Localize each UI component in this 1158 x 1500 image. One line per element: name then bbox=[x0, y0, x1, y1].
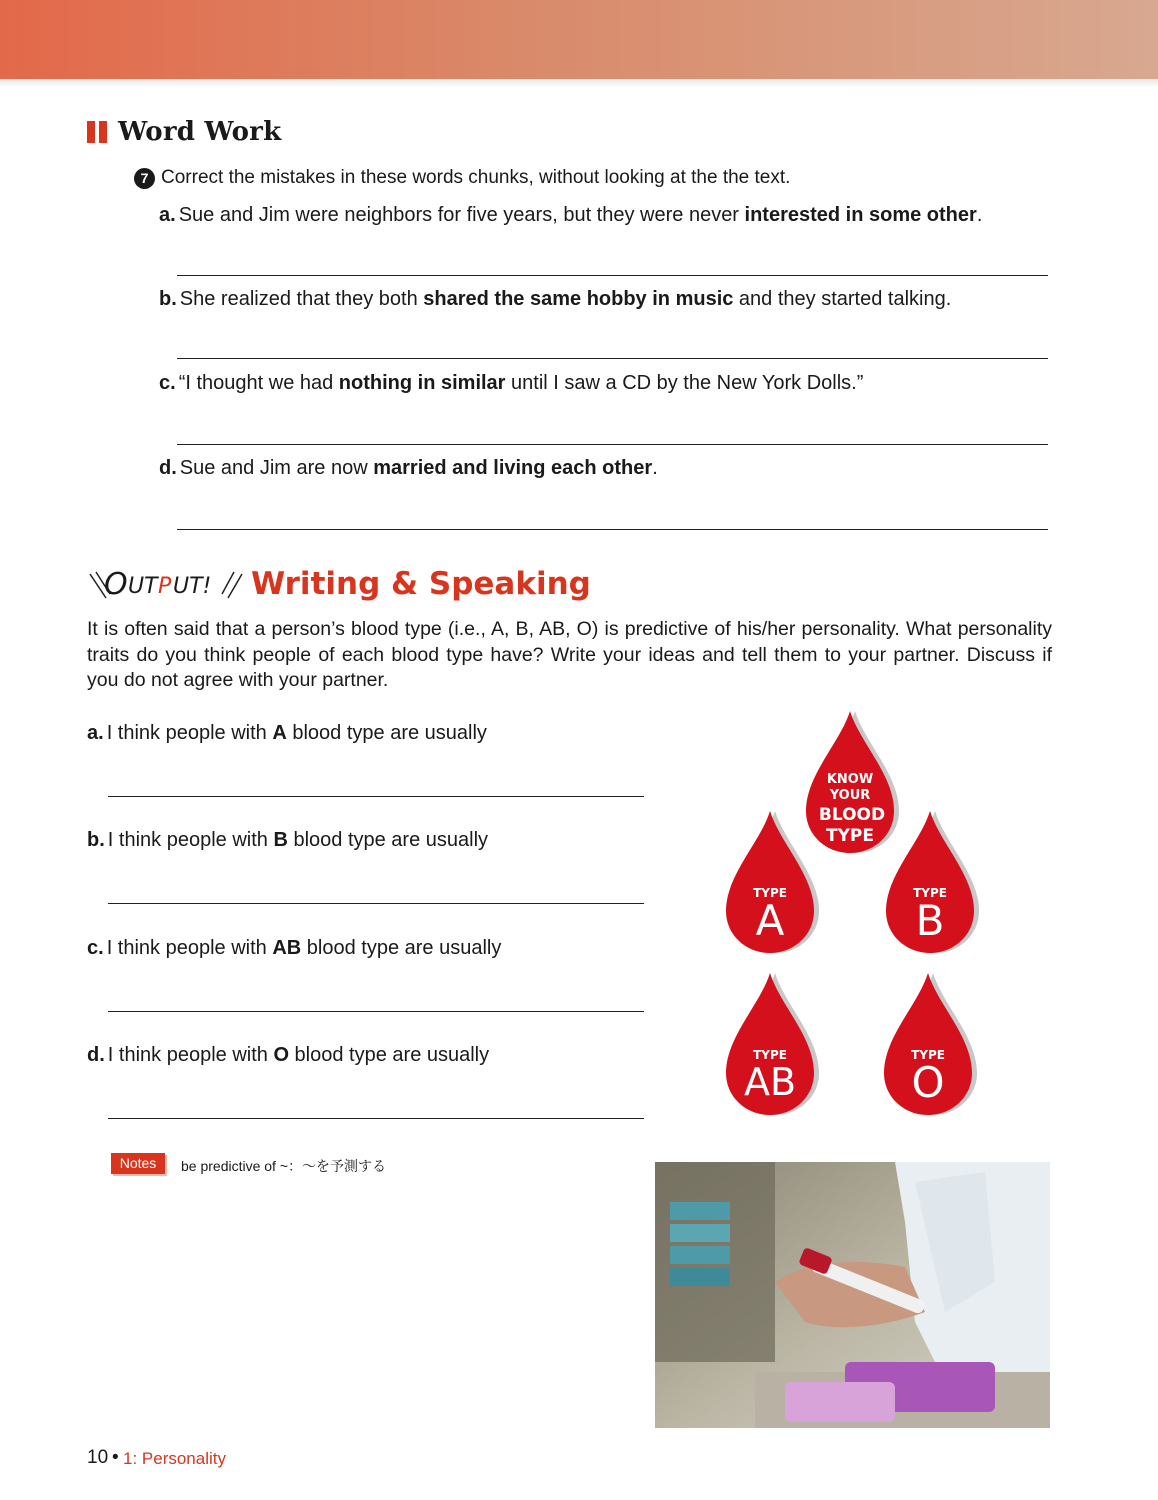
answer-line-b[interactable] bbox=[177, 358, 1048, 359]
notes-badge: Notes bbox=[111, 1153, 165, 1174]
notes-text: be predictive of ~：〜を予測する bbox=[181, 1158, 387, 1174]
blood-item-d: d. I think people with O blood type are usually bbox=[87, 1044, 490, 1066]
section-title-word-work: Word Work bbox=[118, 117, 282, 147]
chapter-label: 1: Personality bbox=[123, 1449, 226, 1468]
drop-title-line-3: BLOOD bbox=[818, 805, 886, 825]
footer-separator: • bbox=[112, 1447, 119, 1468]
section-marker-icon bbox=[87, 121, 109, 143]
word-work-item-a: a. Sue and Jim were neighbors for five years, but they were never interested in some other. bbox=[159, 204, 983, 226]
drop-title-line-2: YOUR bbox=[829, 788, 871, 803]
exercise-number-badge: 7 bbox=[134, 168, 155, 189]
instruction-text: Correct the mistakes in these words chunks, without looking at the the text. bbox=[161, 167, 791, 188]
lab-blood-sample-photo bbox=[655, 1162, 1050, 1428]
drop-o-letter: O bbox=[911, 1058, 945, 1107]
word-work-item-d: d. Sue and Jim are now married and living each other. bbox=[159, 457, 658, 479]
svg-text:P: P bbox=[158, 574, 172, 599]
blood-answer-line-a[interactable] bbox=[108, 796, 644, 797]
header-shadow bbox=[0, 79, 1158, 87]
blood-answer-line-b[interactable] bbox=[108, 903, 644, 904]
answer-line-c[interactable] bbox=[177, 444, 1048, 445]
answer-line-d[interactable] bbox=[177, 529, 1048, 530]
output-logo-icon bbox=[88, 560, 248, 606]
word-work-item-b: b. She realized that they both shared the same hobby in music and they started talking. bbox=[159, 288, 952, 310]
section-title-writing-speaking: Writing & Speaking bbox=[251, 566, 591, 602]
drop-b-type-label: TYPE bbox=[913, 886, 947, 900]
page-number: 10 bbox=[87, 1447, 109, 1468]
blood-answer-line-d[interactable] bbox=[108, 1118, 644, 1119]
drop-title-line-4: TYPE bbox=[826, 826, 874, 846]
drop-title-line-1: KNOW bbox=[826, 772, 874, 787]
exercise-instruction bbox=[134, 167, 790, 189]
blood-item-b: b. I think people with B blood type are usually bbox=[87, 829, 489, 851]
drop-ab-type-label: TYPE bbox=[753, 1048, 787, 1062]
drop-a-letter: A bbox=[755, 896, 785, 945]
output-paragraph: It is often said that a person’s blood type (i.e., A, B, AB, O) is predictive of his/her personality. What personality traits do you think people of each blood type have? Write your ideas and tell them to your partner. Discuss if you do not agree with your partner. bbox=[87, 618, 1052, 691]
blood-answer-line-c[interactable] bbox=[108, 1011, 644, 1012]
drop-o-type-label: TYPE bbox=[911, 1048, 945, 1062]
drop-a-type-label: TYPE bbox=[753, 886, 787, 900]
blood-item-c: c. I think people with AB blood type are usually bbox=[87, 937, 502, 959]
svg-text:UT: UT bbox=[128, 574, 158, 599]
answer-line-a[interactable] bbox=[177, 275, 1048, 276]
drop-ab-letter: AB bbox=[743, 1060, 797, 1104]
svg-text:UT!: UT! bbox=[173, 574, 212, 599]
drop-b-letter: B bbox=[915, 896, 945, 945]
header-band bbox=[0, 0, 1158, 79]
blood-type-drops-graphic bbox=[715, 695, 995, 1135]
svg-text:O: O bbox=[104, 567, 128, 602]
word-work-item-c: c. “I thought we had nothing in similar until I saw a CD by the New York Dolls.” bbox=[159, 372, 864, 394]
blood-item-a: a. I think people with A blood type are usually bbox=[87, 722, 487, 744]
